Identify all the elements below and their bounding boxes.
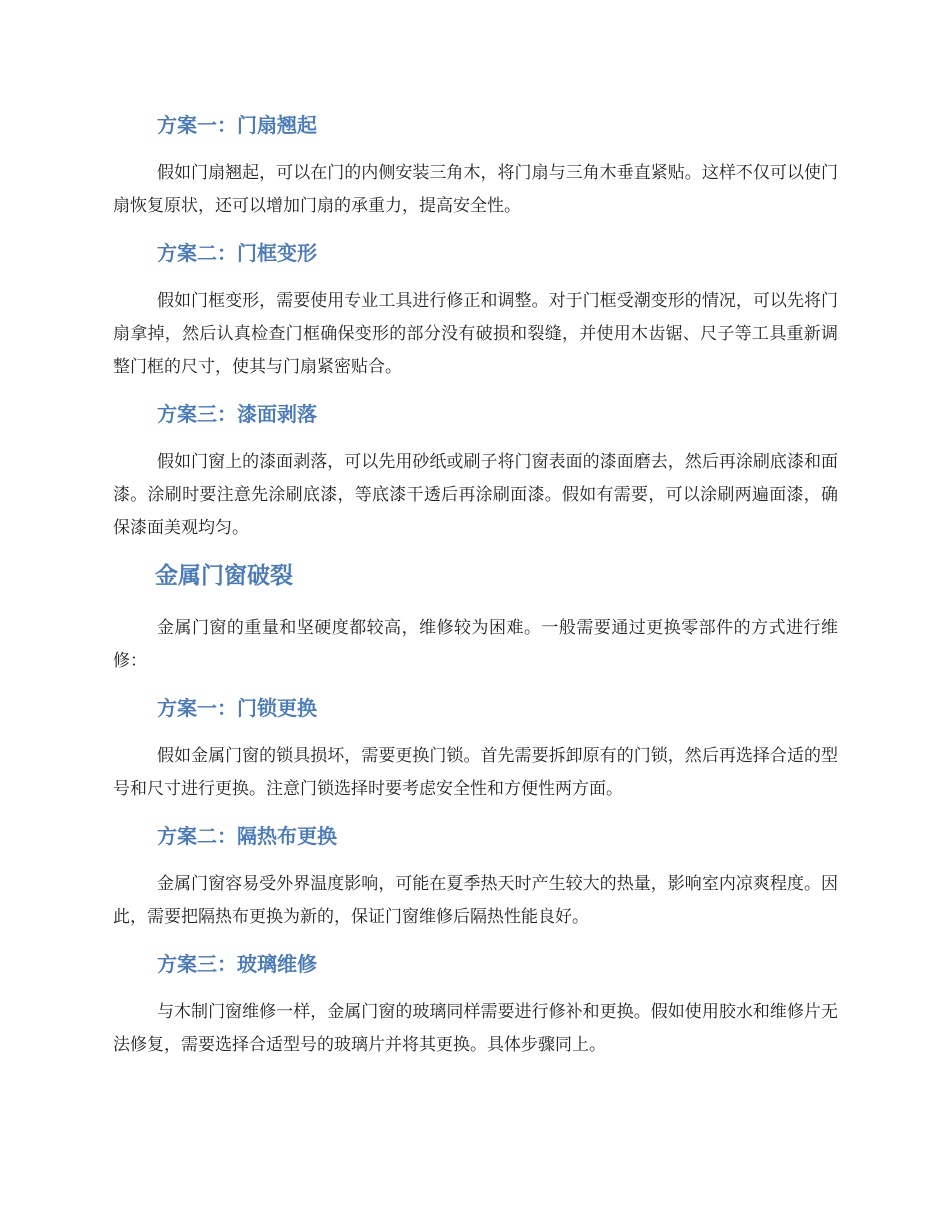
section-heading: 方案三：漆面剥落 xyxy=(157,402,317,426)
section-heading: 方案二：隔热布更换 xyxy=(157,824,337,848)
section-paragraph: 假如门窗上的漆面剥落，可以先用砂纸或刷子将门窗表面的漆面磨去，然后再涂刷底漆和面漆。涂刷时要注意先涂刷底漆，等底漆干透后再涂刷面漆。假如有需要，可以涂刷两遍面漆，确保漆面美观均匀。 xyxy=(113,452,838,538)
metal-section-title: 金属门窗破裂 xyxy=(155,563,293,589)
section-paragraph: 金属门窗容易受外界温度影响，可能在夏季热天时产生较大的热量，影响室内凉爽程度。因此，需要把隔热布更换为新的，保证门窗维修后隔热性能良好。 xyxy=(113,874,838,927)
section-paragraph: 假如门扇翘起，可以在门的内侧安装三角木，将门扇与三角木垂直紧贴。这样不仅可以使门扇恢复原状，还可以增加门扇的承重力，提高安全性。 xyxy=(113,163,838,216)
section-heading: 方案二：门框变形 xyxy=(157,241,317,265)
section-heading: 方案一：门锁更换 xyxy=(157,696,317,720)
section-heading: 方案三：玻璃维修 xyxy=(157,952,317,976)
metal-intro-paragraph: 金属门窗的重量和坚硬度都较高，维修较为困难。一般需要通过更换零部件的方式进行维修： xyxy=(113,618,838,671)
section-paragraph: 与木制门窗维修一样，金属门窗的玻璃同样需要进行修补和更换。假如使用胶水和维修片无法修复，需要选择合适型号的玻璃片并将其更换。具体步骤同上。 xyxy=(113,1002,838,1055)
section-heading: 方案一：门扇翘起 xyxy=(157,113,317,137)
section-paragraph: 假如金属门窗的锁具损坏，需要更换门锁。首先需要拆卸原有的门锁，然后再选择合适的型号和尺寸进行更换。注意门锁选择时要考虑安全性和方便性两方面。 xyxy=(113,746,838,799)
section-paragraph: 假如门框变形，需要使用专业工具进行修正和调整。对于门框受潮变形的情况，可以先将门扇拿掉，然后认真检查门框确保变形的部分没有破损和裂缝，并使用木齿锯、尺子等工具重新调整门框的尺寸，使其与门扇紧密贴合。 xyxy=(113,291,838,377)
